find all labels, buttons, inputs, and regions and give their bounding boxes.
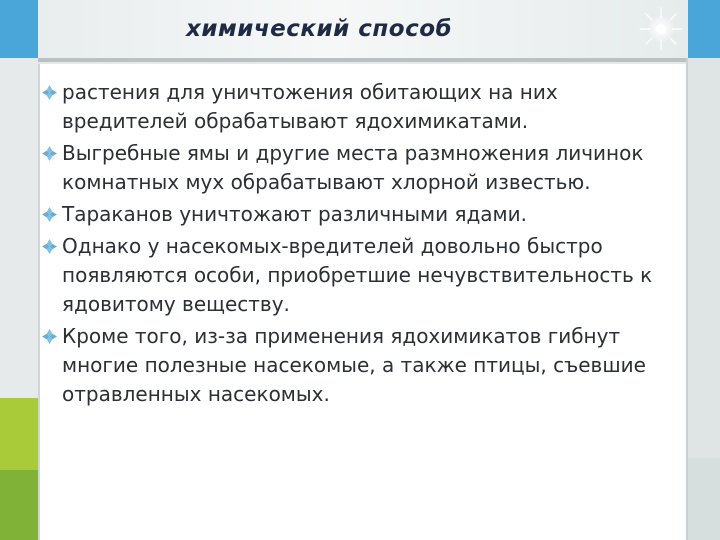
list-item — [40, 232, 680, 319]
right-accent-block-gray-bottom — [688, 458, 720, 540]
title-divider-light — [38, 62, 688, 64]
diamond-bullet-icon — [42, 207, 57, 222]
list-item-text: Выгребные ямы и другие места размножения личинок комнатных мух обрабатывают хлорной известью. — [62, 141, 644, 194]
right-accent-block-blue — [688, 0, 720, 58]
left-accent-block-blue — [0, 0, 38, 58]
list-item — [40, 139, 680, 197]
left-accent-block-gray — [0, 58, 38, 398]
list-item — [40, 78, 680, 136]
sun-sparkle-icon — [638, 6, 684, 52]
list-item — [40, 200, 680, 229]
list-item-text: растения для уничтожения обитающих на них вредителей обрабатывают ядохимикатами. — [62, 80, 558, 133]
list-item — [40, 322, 680, 409]
diamond-bullet-icon — [42, 239, 57, 254]
right-accent-block-gray — [688, 58, 720, 458]
diamond-bullet-icon — [42, 146, 57, 161]
bullet-list — [40, 78, 680, 412]
diamond-bullet-icon — [42, 329, 57, 344]
slide-title: химический способ — [186, 16, 453, 42]
list-item-text: Однако у насекомых-вредителей довольно быстро появляются особи, приобретшие нечувствительность к ядовитому веществу. — [62, 234, 653, 316]
list-item-text: Кроме того, из-за применения ядохимикатов гибнут многие полезные насекомые, а также птицы, съевшие отравленных насекомых. — [62, 324, 646, 406]
list-item-text: Тараканов уничтожают различными ядами. — [62, 202, 527, 226]
left-accent-block-dark-green — [0, 470, 38, 540]
right-divider — [686, 58, 688, 540]
diamond-bullet-icon — [42, 85, 57, 100]
